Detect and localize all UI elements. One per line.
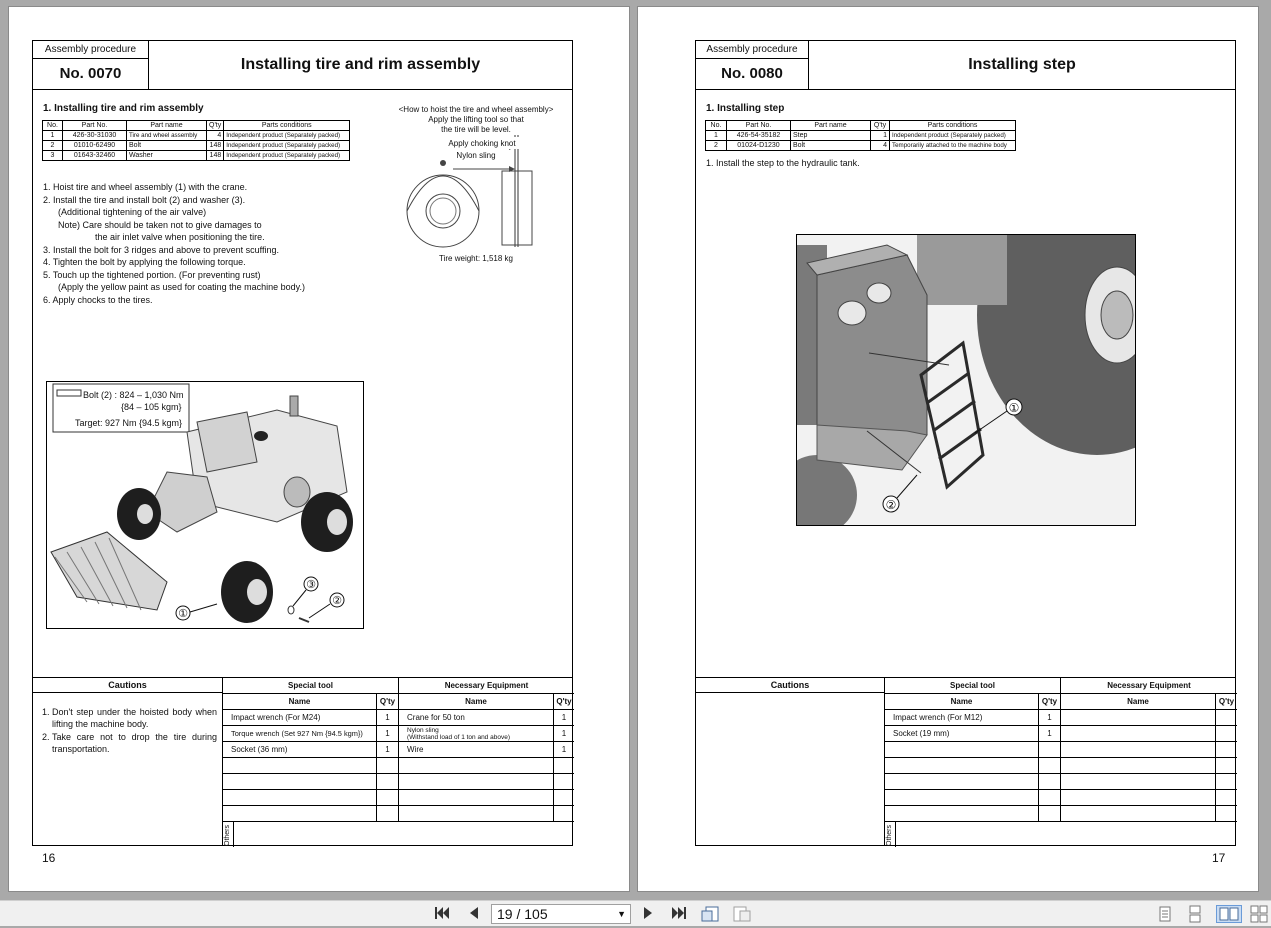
header-box [696,41,809,90]
equip-qty-header: Q'ty [1216,694,1237,710]
tool-qty-header: Q'ty [1039,694,1061,710]
empty-cell [1216,790,1237,806]
empty-cell [1061,710,1216,726]
equip-qty-header: Q'ty [554,694,574,710]
equipment-header: Necessary Equipment [1061,678,1237,694]
empty-cell [377,774,399,790]
empty-cell [1039,790,1061,806]
empty-cell [223,774,377,790]
tool-qty: 1 [1039,710,1061,726]
col-qty: Q'ty [207,121,224,131]
continuous-facing-icon [1250,905,1268,923]
step-note: the air inlet valve when positioning the tire. [95,232,265,242]
facing-view-button[interactable] [1216,905,1242,923]
equip-qty: 1 [554,710,574,726]
empty-cell [1216,758,1237,774]
col-conditions: Parts conditions [890,121,1016,131]
tool-qty: 1 [377,726,399,742]
empty-cell [1039,742,1061,758]
page-17 [637,6,1259,892]
tool-qty: 1 [377,710,399,726]
tool-qty: 1 [377,742,399,758]
step-text: 5. Touch up the tightened portion. (For preventing rust) [43,269,261,280]
hydraulic-tank-drawing [797,235,1136,526]
tool-name: Socket (36 mm) [223,742,377,758]
hoisting-diagram [391,105,561,264]
choking-knot-label: Apply choking knot [448,139,516,148]
special-tool-header: Special tool [885,678,1061,694]
empty-cell [377,790,399,806]
page-number: 17 [1212,851,1226,865]
continuous-facing-view-button[interactable] [1250,905,1268,923]
wheel-loader-drawing [47,382,364,629]
procedure-steps [43,181,305,306]
others-label: Others [886,824,893,846]
table-row: 3 01643-32460 Washer 148 Independent product (Separately packed) [43,151,350,161]
first-page-icon [433,905,451,921]
loader-illustration [46,381,364,629]
col-no: No. [43,121,63,131]
col-part-name: Part name [127,121,207,131]
empty-cell [1061,726,1216,742]
table-row: 2 01024-D1230 Bolt 4 Temporarily attached to the machine body [706,141,1016,151]
empty-cell [223,758,377,774]
tool-qty-header: Q'ty [377,694,399,710]
table-row: 1 426-54-35182 Step 1 Independent product (Separately packed) [706,131,1016,141]
equip-name-header: Name [1061,694,1216,710]
others-label-cell [885,822,896,847]
empty-cell [554,806,574,822]
procedure-frame [695,40,1236,846]
tool-name: Impact wrench (For M24) [223,710,377,726]
empty-cell [399,758,554,774]
empty-cell [885,758,1039,774]
next-view-icon [732,905,754,923]
continuous-page-icon [1187,905,1203,923]
equip-name: Crane for 50 ton [399,710,554,726]
procedure-number: No. 0070 [59,65,122,82]
empty-cell [399,774,554,790]
col-part-no: Part No. [63,121,127,131]
cautions-list [33,693,222,755]
page-number: 16 [42,851,56,865]
tools-grid [885,678,1235,845]
equip-name [399,726,554,742]
section-title: 1. Installing step [706,103,785,114]
empty-cell [885,806,1039,822]
step-text: 2. Install the tire and install bolt (2) and washer (3). [43,194,246,205]
step-note: Note) Care should be taken not to give damages to [58,219,262,230]
page-indicator: 19 / 105 [497,906,548,922]
previous-page-icon [466,905,480,921]
empty-cell [1061,774,1216,790]
col-conditions: Parts conditions [224,121,350,131]
equip-name-header: Name [399,694,554,710]
parts-header-row [706,121,1016,131]
table-row: 1 426-30-31030 Tire and wheel assembly 4 Independent product (Separately packed) [43,131,350,141]
empty-cell [399,790,554,806]
single-page-view-button[interactable] [1156,905,1174,923]
torque-spec: Bolt (2) : 824 – 1,030 Nm [83,390,184,400]
equipment-header: Necessary Equipment [399,678,574,694]
table-row: 2 01010-62490 Bolt 148 Independent product (Separately packed) [43,141,350,151]
step-text: 1. Hoist tire and wheel assembly (1) with the crane. [43,182,248,192]
col-qty: Q'ty [871,121,890,131]
last-page-button[interactable] [669,905,689,923]
tool-name-header: Name [885,694,1039,710]
empty-cell [223,790,377,806]
equip-qty: 1 [554,726,574,742]
caution-item: 2. Take care not to drop the tire during transportation. [52,731,217,755]
parts-table [42,120,350,161]
next-page-icon [642,905,656,921]
empty-cell [1216,726,1237,742]
continuous-view-button[interactable] [1186,905,1204,923]
empty-cell [1216,710,1237,726]
tire-hoist-drawing [391,135,561,260]
empty-cell [1061,758,1216,774]
header-label: Assembly procedure [696,41,808,59]
equip-name-sub: (Withstand load of 1 ton and above) [407,734,510,741]
empty-cell [377,758,399,774]
tool-name: Impact wrench (For M12) [885,710,1039,726]
empty-cell [399,806,554,822]
empty-cell [1061,790,1216,806]
step-illustration [796,234,1136,526]
procedure-steps [706,157,860,170]
parts-table [705,120,1016,151]
procedure-frame [32,40,573,846]
empty-cell [1061,806,1216,822]
chevron-down-icon[interactable]: ▼ [617,909,626,919]
empty-cell [1061,742,1216,758]
others-label: Others [224,824,231,846]
next-page-button[interactable] [640,905,658,923]
others-label-cell [223,822,234,847]
empty-cell [1216,774,1237,790]
empty-cell [377,806,399,822]
step-text: 4. Tighten the bolt by applying the following torque. [43,257,246,267]
facing-pages-icon [1218,906,1240,922]
cautions-column [696,678,885,845]
step-text: 6. Apply chocks to the tires. [43,294,153,305]
page-16 [8,6,630,892]
tool-name-header: Name [223,694,377,710]
footer-tables [33,677,572,845]
empty-cell [554,790,574,806]
empty-cell [1039,758,1061,774]
col-no: No. [706,121,727,131]
cautions-header: Cautions [696,678,884,693]
special-tool-header: Special tool [223,678,399,694]
callout-1: ① [1008,401,1020,415]
page-number-input[interactable] [491,904,631,924]
parts-header-row [43,121,350,131]
equip-name: Wire [399,742,554,758]
empty-cell [554,758,574,774]
empty-cell [885,742,1039,758]
first-page-button[interactable] [432,905,452,923]
empty-cell [1216,806,1237,822]
tool-name: Torque wrench (Set 927 Nm {94.5 kgm}) [223,726,377,742]
hoist-heading: <How to hoist the tire and wheel assembly> [398,105,554,114]
header-label: Assembly procedure [33,41,148,59]
hoist-note: the tire will be level. [441,125,511,134]
nylon-sling-label: Nylon sling [456,151,496,160]
procedure-title: Installing step [809,41,1235,90]
step-text: 3. Install the bolt for 3 ridges and above to prevent scuffing. [43,244,279,255]
torque-target: Target: 927 Nm {94.5 kgm} [75,418,183,428]
callout-2: ② [885,498,897,512]
footer-tables [696,677,1235,845]
cautions-header: Cautions [33,678,222,693]
equip-qty: 1 [554,742,574,758]
equip-name-main: Nylon sling [407,727,439,734]
empty-cell [885,790,1039,806]
col-part-no: Part No. [727,121,791,131]
step-text: (Additional tightening of the air valve) [58,207,207,217]
step-text: 1. Install the step to the hydraulic tank. [706,158,860,168]
hoist-note: Apply the lifting tool so that [428,115,524,124]
previous-view-icon [700,905,722,923]
empty-cell [223,806,377,822]
caution-item: 1. Don't step under the hoisted body when lifting the machine body. [52,706,217,730]
single-page-icon [1157,905,1173,923]
empty-cell [1216,742,1237,758]
go-forward-view-button[interactable] [732,905,754,923]
empty-cell [1039,774,1061,790]
step-text: (Apply the yellow paint as used for coating the machine body.) [58,282,305,292]
header-box [33,41,149,90]
procedure-number: No. 0080 [721,65,783,82]
section-title: 1. Installing tire and rim assembly [43,103,204,114]
empty-cell [554,774,574,790]
tools-grid [223,678,572,845]
last-page-icon [670,905,688,921]
procedure-title: Installing tire and rim assembly [149,41,572,90]
previous-page-button[interactable] [464,905,482,923]
callout-1: ① [178,607,188,620]
tool-qty: 1 [1039,726,1061,742]
cautions-column [33,678,223,845]
empty-cell [1039,806,1061,822]
viewer-toolbar [0,900,1271,926]
go-back-view-button[interactable] [700,905,722,923]
callout-2: ② [332,594,342,607]
torque-spec: {84 – 105 kgm} [121,402,182,412]
empty-cell [885,774,1039,790]
col-part-name: Part name [791,121,871,131]
tool-name: Socket (19 mm) [885,726,1039,742]
tire-weight-label: Tire weight: 1,518 kg [439,254,513,263]
callout-3: ③ [306,578,316,591]
